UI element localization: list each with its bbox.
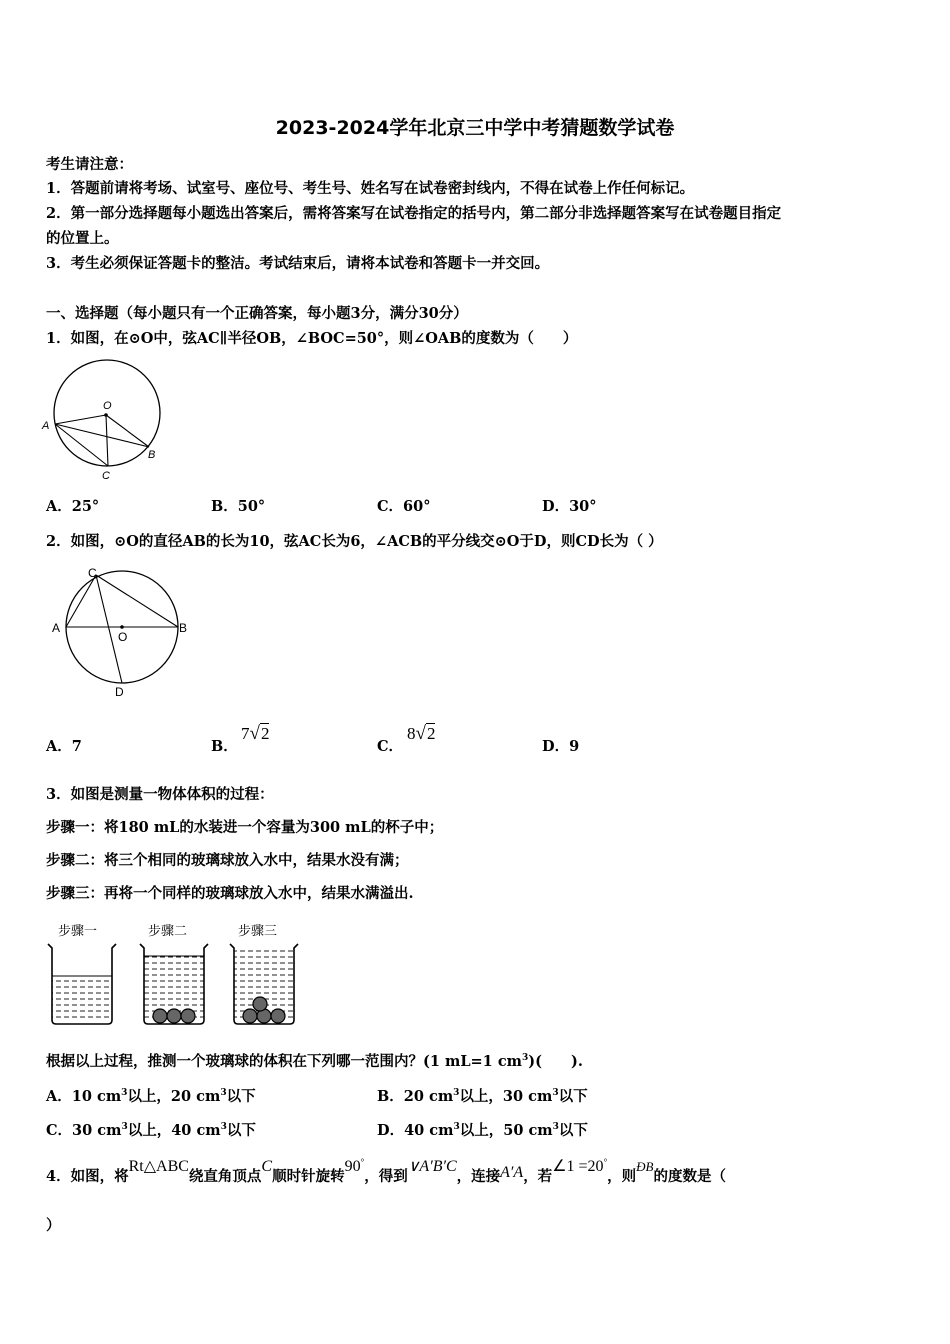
- q4-stem: [46, 1157, 727, 1186]
- q2-option-b: [211, 735, 238, 756]
- q3-question: [46, 1050, 583, 1071]
- q3-option-a-mid: 以上，20 cm: [127, 1088, 221, 1105]
- glass-ball-icon: [167, 1009, 181, 1023]
- glass-ball-icon: [243, 1009, 257, 1023]
- q2-label-a: A: [52, 621, 61, 635]
- q3-question-exp: 3: [522, 1053, 529, 1064]
- q2-option-c-radicand: 2: [426, 724, 436, 743]
- q2-option-c-value: [407, 723, 435, 745]
- q1-label-c: C: [102, 470, 110, 482]
- q2-label-b: B: [179, 621, 188, 635]
- q3-option-d-letter: D．: [377, 1122, 405, 1139]
- q1-option-a: A．25°: [46, 498, 100, 515]
- q1-segment-ao: [55, 415, 106, 424]
- q3-question-text: 根据以上过程，推测一个玻璃球的体积在下列哪一范围内？(1 mL=1 cm: [46, 1053, 522, 1070]
- q2-option-c: [377, 735, 403, 756]
- q3-option-d: [377, 1119, 588, 1140]
- q3-option-d-exp2: 3: [552, 1122, 559, 1133]
- q4-text-6: ，若: [523, 1168, 553, 1185]
- q1-label-a: A: [42, 420, 50, 432]
- q4-math-angle-degree: °: [360, 1157, 365, 1168]
- q4-math-triangle-prime: ∨A′B′C: [407, 1158, 457, 1175]
- q3-step-2: 步骤二：将三个相同的玻璃球放入水中，结果水没有满；: [46, 852, 409, 869]
- beaker-label-1: 步骤一: [58, 923, 98, 938]
- q3-option-a-exp1: 3: [121, 1088, 128, 1099]
- q3-step-1: 步骤一：将180 mL的水装进一个容量为300 mL的杯子中；: [46, 819, 444, 836]
- q3-option-b: [377, 1085, 588, 1106]
- beaker-label-2: 步骤二: [148, 923, 188, 938]
- section-heading: 一、选择题（每小题只有一个正确答案，每小题3分，满分30分）: [46, 305, 468, 322]
- q3-option-c-letter: C．: [46, 1122, 73, 1139]
- q2-chord-ac: [66, 575, 96, 627]
- q3-option-c-end: 以下: [226, 1122, 256, 1139]
- q4-math-angle-b: ÐB: [636, 1159, 654, 1174]
- q2-option-b-letter: B．: [211, 738, 238, 755]
- q4-math-c: C: [261, 1158, 273, 1175]
- q2-option-b-value: [241, 723, 269, 745]
- q2-figure: [48, 562, 198, 702]
- q3-option-b-exp1: 3: [453, 1088, 460, 1099]
- q3-option-c-exp2: 3: [220, 1122, 227, 1133]
- q1-center-dot: [104, 413, 108, 417]
- beaker-step-2: [140, 923, 208, 1024]
- q3-option-a-exp2: 3: [220, 1088, 227, 1099]
- q3-option-c: [46, 1119, 256, 1140]
- q3-step-3: 步骤三：再将一个同样的玻璃球放入水中，结果水满溢出.: [46, 885, 414, 902]
- q1-option-c: C．60°: [377, 498, 431, 515]
- q2-chord-cd: [96, 575, 122, 683]
- q1-option-d: D．30°: [542, 498, 597, 515]
- q4-text-8: 的度数是（: [653, 1168, 727, 1185]
- q4-text-4: ，得到: [364, 1168, 408, 1185]
- beaker-step-3: [230, 923, 298, 1024]
- q4-text-7: ，则: [607, 1168, 637, 1185]
- q4-text-1: 4．如图，将: [46, 1168, 129, 1185]
- q3-option-b-letter: B．: [377, 1088, 404, 1105]
- beaker-label-3: 步骤三: [238, 923, 278, 938]
- page-title: 2023-2024学年北京三中学中考猜题数学试卷: [275, 117, 675, 139]
- q2-center-dot: [120, 625, 124, 629]
- q3-option-d-low: 40 cm: [404, 1122, 454, 1139]
- q3-figure: [40, 918, 310, 1030]
- q4-text-5: ，连接: [456, 1168, 501, 1185]
- notice-item-3: 3．考生必须保证答题卡的整洁。考试结束后，请将本试卷和答题卡一并交回。: [46, 255, 550, 272]
- q2-stem: 2．如图，⊙O的直径AB的长为10，弦AC长为6，∠ACB的平分线交⊙O于D，则CD长为（ ）: [46, 533, 663, 550]
- q4-math-angle1: ∠1 =20: [552, 1158, 604, 1175]
- q3-option-b-mid: 以上，30 cm: [459, 1088, 553, 1105]
- q3-question-end: )( ).: [528, 1053, 583, 1070]
- q2-option-b-radicand: 2: [260, 724, 270, 743]
- q1-label-b: B: [148, 449, 156, 461]
- q4-math-angle1-degree: °: [603, 1157, 608, 1168]
- glass-ball-icon: [181, 1009, 195, 1023]
- q1-segment-oc: [106, 415, 108, 466]
- q4-math-triangle: Rt△ABC: [128, 1158, 189, 1175]
- notice-item-2: 2．第一部分选择题每小题选出答案后，需将答案写在试卷指定的括号内，第二部分非选择题答案写在试卷题目指定: [46, 205, 782, 222]
- notice-item-1: 1．答题前请将考场、试室号、座位号、考生号、姓名写在试卷密封线内，不得在试卷上作任何标记。: [46, 180, 695, 197]
- q2-option-c-coef: 8: [407, 724, 416, 743]
- q3-option-d-exp1: 3: [453, 1122, 460, 1133]
- q2-option-a: A．7: [46, 738, 82, 755]
- q4-stem-close: ）: [46, 1217, 61, 1234]
- q3-stem: 3．如图是测量一物体体积的过程：: [46, 786, 274, 803]
- notice-item-2-cont: 的位置上。: [46, 230, 119, 247]
- q2-chord-cb: [96, 575, 178, 627]
- q3-option-d-end: 以下: [558, 1122, 588, 1139]
- beaker-step-1: [48, 923, 116, 1024]
- q4-math-angle: 90: [344, 1158, 361, 1175]
- q3-option-c-low: 30 cm: [72, 1122, 122, 1139]
- glass-ball-icon: [153, 1009, 167, 1023]
- q3-option-b-low: 20 cm: [403, 1088, 454, 1105]
- glass-ball-icon: [271, 1009, 285, 1023]
- sqrt-icon: √: [415, 723, 426, 744]
- water-level-1: [52, 976, 112, 1020]
- q1-option-b: B．50°: [211, 498, 266, 515]
- glass-ball-icon: [253, 997, 267, 1011]
- q3-option-b-end: 以下: [558, 1088, 588, 1105]
- q2-label-o: O: [118, 630, 128, 644]
- sqrt-icon: √: [249, 723, 260, 744]
- q2-option-b-coef: 7: [241, 724, 250, 743]
- q3-option-c-exp1: 3: [121, 1122, 128, 1133]
- q3-option-b-exp2: 3: [552, 1088, 559, 1099]
- q2-label-c: C: [88, 566, 97, 580]
- q3-option-a-letter: A．: [46, 1088, 72, 1105]
- q1-stem: 1．如图，在⊙O中，弦AC∥半径OB，∠BOC=50°，则∠OAB的度数为（ ）: [46, 330, 578, 347]
- q3-option-a: [46, 1085, 256, 1106]
- q3-option-c-mid: 以上，40 cm: [127, 1122, 221, 1139]
- q3-option-a-low: 10 cm: [71, 1088, 122, 1105]
- q4-text-2: 绕直角顶点: [188, 1168, 262, 1185]
- q2-label-d: D: [115, 685, 124, 699]
- q2-option-d: D．9: [542, 738, 580, 755]
- q3-option-a-end: 以下: [226, 1088, 256, 1105]
- q1-figure: [38, 355, 173, 485]
- notice-heading: 考生请注意：: [46, 156, 133, 173]
- q3-option-d-mid: 以上，50 cm: [459, 1122, 553, 1139]
- q4-text-3: 顺时针旋转: [272, 1168, 345, 1185]
- q4-math-segment: A′A: [500, 1164, 524, 1181]
- q1-label-o: O: [103, 400, 112, 412]
- q2-option-c-letter: C．: [377, 738, 404, 755]
